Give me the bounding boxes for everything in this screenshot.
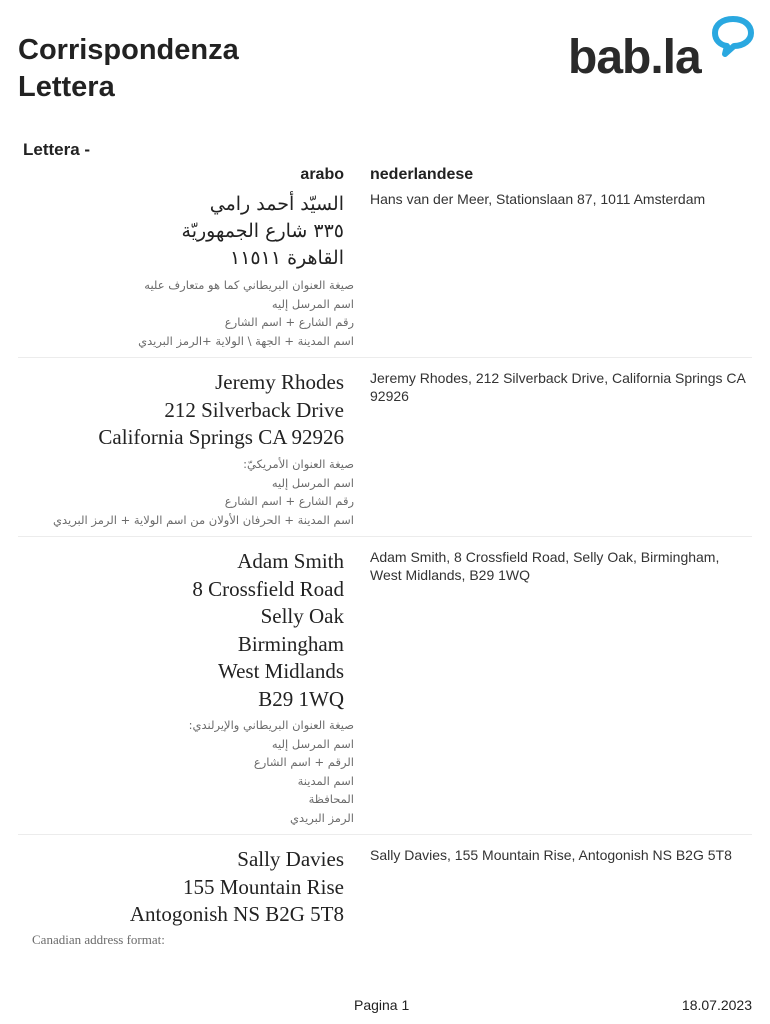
- note-line: الرقم + اسم الشارع: [253, 755, 354, 769]
- address-line: 8 Crossfield Road: [192, 576, 344, 601]
- page-number: Pagina 1: [354, 997, 410, 1013]
- address-line: 212 Silverback Drive: [164, 397, 344, 422]
- address-canada: [130, 846, 344, 929]
- note-line: رقم الشارع + اسم الشارع: [224, 315, 354, 329]
- logo-wordmark: bab.la: [568, 31, 701, 84]
- page-title-line-2: Lettera: [18, 71, 115, 103]
- address-line: Adam Smith: [237, 549, 344, 573]
- address-line: Sally Davies: [237, 847, 344, 871]
- page-title-line-1: Corrispondenza: [18, 34, 239, 66]
- footer-date: 18.07.2023: [681, 997, 752, 1013]
- address-us: [98, 369, 344, 452]
- note-line: صيغة العنوان الأمريكيّ:: [243, 457, 354, 471]
- translation-text: Sally Davies, 155 Mountain Rise, Antogonish NS B2G 5T8: [370, 847, 732, 863]
- address-line: Jeremy Rhodes: [215, 370, 344, 394]
- note-line: الرمز البريدي: [290, 810, 354, 825]
- note-line: Canadian address format:: [32, 932, 165, 947]
- address-arabic: [182, 191, 344, 272]
- page-title: [18, 32, 239, 106]
- address-line: Antogonish NS B2G 5T8: [129, 902, 344, 926]
- note-line: اسم المدينة + الجهة \ الولاية +الرمز البريدي: [138, 333, 354, 348]
- column-header-arabic: arabo: [300, 166, 344, 183]
- row-divider: [18, 536, 752, 537]
- format-note: [32, 716, 354, 827]
- row-divider: [18, 357, 752, 358]
- translation-text: Jeremy Rhodes, 212 Silverback Drive, California Springs CA 92926: [370, 370, 746, 404]
- note-line: المحافظة: [308, 792, 354, 806]
- format-note: [32, 455, 354, 529]
- row-divider: [18, 834, 752, 835]
- address-line: West Midlands: [217, 659, 344, 683]
- address-line: Birmingham: [237, 631, 344, 656]
- translation-text: Adam Smith, 8 Crossfield Road, Selly Oak, Birmingham, West Midlands, B29 1WQ: [370, 549, 720, 583]
- babla-logo[interactable]: [566, 16, 756, 86]
- note-line: اسم المدينة: [297, 773, 354, 788]
- note-line: اسم المرسل إليه: [271, 475, 354, 490]
- format-note: [32, 931, 354, 950]
- note-line: اسم المرسل إليه: [271, 296, 354, 311]
- note-line: صيغة العنوان البريطاني كما هو متعارف عليه: [144, 278, 354, 292]
- address-line: ٣٣٥ شارع الجمهوريّة: [181, 220, 344, 242]
- note-line: رقم الشارع + اسم الشارع: [224, 494, 354, 508]
- speech-bubble-icon: [712, 16, 754, 58]
- address-line: القاهرة ١١٥١١: [230, 247, 344, 269]
- note-line: صيغة العنوان البريطاني والإيرلندي:: [188, 718, 354, 732]
- address-line: Selly Oak: [260, 604, 344, 628]
- section-title: Lettera -: [23, 140, 91, 159]
- format-note: [32, 276, 354, 350]
- address-line: B29 1WQ: [258, 686, 344, 711]
- address-uk: [192, 548, 344, 713]
- column-header-dutch: nederlandese: [370, 166, 474, 183]
- translation-text: Hans van der Meer, Stationslaan 87, 1011 Amsterdam: [370, 191, 706, 207]
- address-line: السيّد أحمد رامي: [209, 193, 344, 215]
- note-line: اسم المرسل إليه: [271, 736, 354, 751]
- address-line: 155 Mountain Rise: [183, 874, 344, 899]
- address-line: California Springs CA 92926: [98, 425, 344, 449]
- note-line: اسم المدينة + الحرفان الأولان من اسم الولاية + الرمز البريدي: [52, 512, 354, 527]
